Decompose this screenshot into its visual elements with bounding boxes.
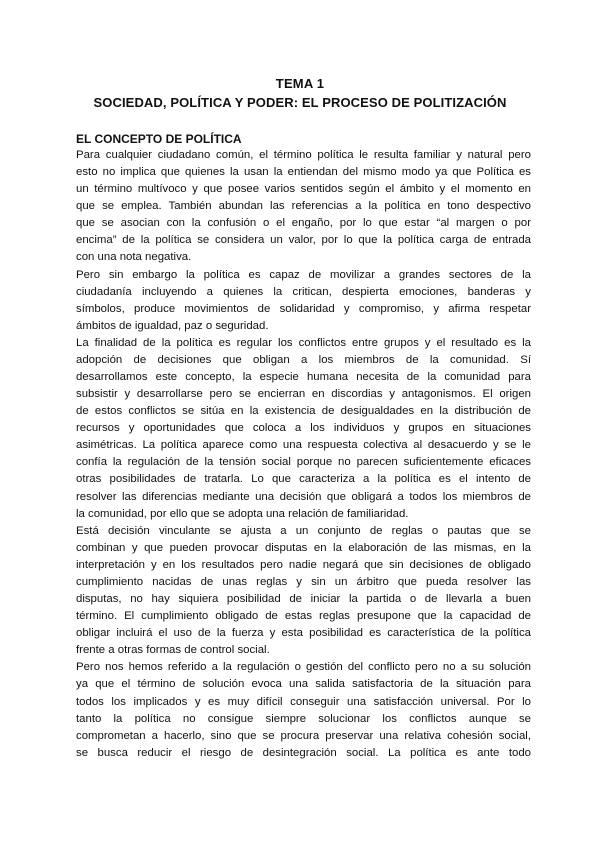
text-line: La finalidad de la política es regular los conflictos entre grupos y el resultado es la [76, 336, 531, 349]
text-line: símbolos, produce movimientos de solidaridad y compromiso, y afirma respetar [76, 302, 531, 315]
text-line: recursos y oportunidades que coloca a los individuos y grupos en situaciones [76, 422, 531, 435]
text-line: subsistir y desarrollarse pero se encierran en discordias y antagonismos. El origen [76, 388, 531, 401]
text-line: que se emplea. También abundan las referencias a la política en tono despectivo [76, 200, 531, 213]
text-line: interpretación y en los resultados pero nadie negará que sin decisiones de obligado [76, 558, 531, 571]
text-line: resolver las diferencias mediante una decisión que obligará a todos los miembros de [76, 490, 531, 503]
text-line: Está decisión vinculante se ajusta a un conjunto de reglas o pautas que se [76, 524, 531, 537]
text-line: ya que el término de solución evoca una salida satisfactoria de la situación para [76, 678, 531, 691]
text-line: adopción de decisiones que obligan a los miembros de la comunidad. Sí [76, 353, 531, 366]
chapter-title-heading: SOCIEDAD, POLÍTICA Y PODER: EL PROCESO DE POLITIZACIÓN [93, 95, 507, 110]
text-line: otras posibilidades de tratarla. Lo que caracteriza a la política es el intento de [76, 473, 531, 486]
text-line: que se asocian con la confusión o el engaño, por lo que estar “al margen o por [76, 217, 531, 230]
text-line: un término multívoco y que posee varios sentidos según el ámbito y el momento en [76, 183, 531, 196]
text-line: se busca reducir el riesgo de desintegración social. La política es ante todo [76, 746, 531, 759]
paragraph [76, 659, 531, 761]
text-line: término. El cumplimiento obligado de estas reglas presupone que la capacidad de [76, 610, 531, 623]
text-line: comprometan a hacerlo, sino que se procura preservar una relativa cohesión social, [76, 729, 531, 742]
text-line: Pero nos hemos referido a la regulación o gestión del conflicto pero no a su solución [76, 661, 531, 674]
body-text [76, 147, 531, 762]
text-line: desarrollamos este concepto, la especie humana necesita de la comunidad para [76, 371, 531, 384]
paragraph [76, 147, 531, 267]
chapter-number-heading: TEMA 1 [275, 76, 325, 91]
paragraph [76, 267, 531, 335]
text-line: de estos conflictos se sitúa en la existencia de desigualdades en la distribución de [76, 405, 531, 418]
text-line: asimétricas. La política aparece como una respuesta colectiva al desacuerdo y se le [76, 439, 531, 452]
text-line: esto no implica que quienes la usan la entiendan del mismo modo ya que Política es [76, 166, 531, 179]
text-line: confía la regulación de la tensión social porque no parecen suficientemente eficaces [76, 456, 531, 469]
text-line: la comunidad, por ello que se adopta una relación de familiaridad. [76, 507, 409, 520]
text-line: Para cualquier ciudadano común, el término política le resulta familiar y natural pero [76, 149, 531, 161]
text-line: cumplimiento nacidas de unas reglas y sin un árbitro que pueda resolver las [76, 575, 531, 588]
text-line: obligar incluirá el uso de la fuerza y esta posibilidad es característica de la política [76, 627, 531, 640]
text-line: ámbitos de igualdad, paz o seguridad. [76, 319, 269, 332]
text-line: todos los implicados y es muy difícil conseguir una satisfacción universal. Por lo [76, 695, 531, 708]
text-line: Pero sin embargo la política es capaz de movilizar a grandes sectores de la [76, 268, 531, 281]
text-line: frente a otras formas de control social. [76, 644, 270, 657]
section-title: EL CONCEPTO DE POLÍTICA [76, 132, 242, 146]
text-line: encima” de la política se considera un valor, por lo que la política carga de entrada [76, 234, 531, 247]
text-line: combinan y que pueden provocar disputas en la elaboración de las mismas, en la [76, 541, 531, 554]
text-line: ciudadanía incluyendo a quienes la critican, despierta emociones, banderas y [76, 285, 531, 298]
paragraph [76, 523, 531, 660]
paragraph [76, 335, 531, 523]
text-line: con una nota negativa. [76, 251, 192, 264]
text-line: tanto la política no consigue siempre solucionar los conflictos aunque se [76, 712, 531, 725]
text-line: disputas, no hay siquiera posibilidad de iniciar la partida o de llevarla a buen [76, 593, 531, 606]
